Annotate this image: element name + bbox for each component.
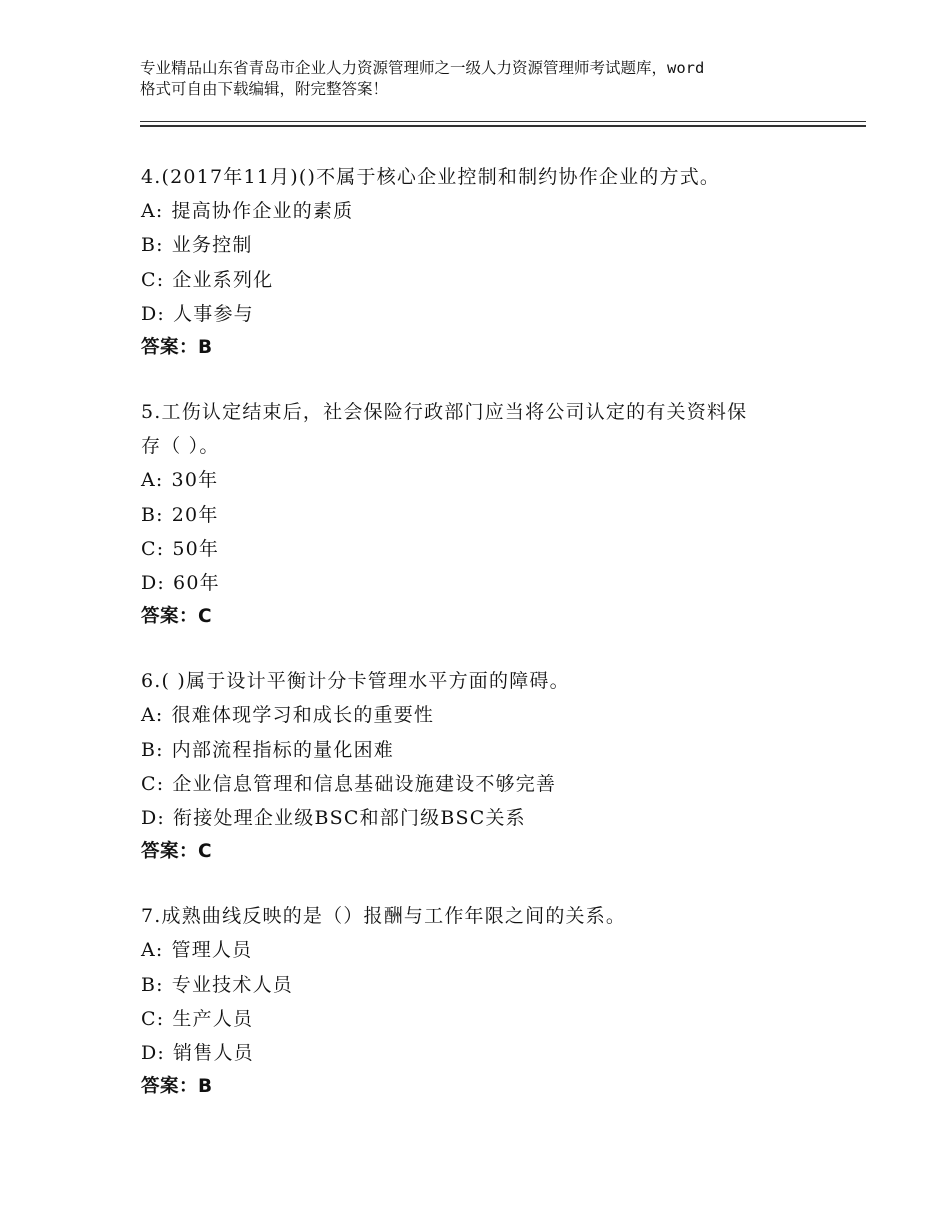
option-key: A:	[141, 200, 164, 223]
option-text: 内部流程指标的量化困难	[171, 738, 394, 761]
option-c	[141, 532, 841, 566]
option-text: 业务控制	[171, 234, 253, 257]
option-key: C:	[141, 1007, 165, 1030]
option-c	[141, 263, 841, 297]
option-a	[141, 194, 841, 228]
option-key: C:	[141, 772, 165, 795]
answer-line	[141, 600, 841, 634]
option-text: 20年	[171, 503, 219, 526]
option-b	[141, 733, 841, 767]
option-key: D:	[141, 572, 166, 595]
answer-value: C	[198, 841, 213, 863]
answer-label: 答案：	[141, 606, 199, 628]
option-text: 生产人员	[172, 1007, 254, 1030]
option-key: A:	[141, 939, 164, 962]
option-b	[141, 228, 841, 262]
option-text: 企业信息管理和信息基础设施建设不够完善	[172, 772, 557, 795]
document-header	[140, 58, 840, 100]
option-d	[141, 801, 841, 835]
option-key: B:	[141, 738, 164, 761]
question-stem: 6.( )属于设计平衡计分卡管理水平方面的障碍。	[141, 670, 570, 693]
answer-label: 答案：	[141, 337, 199, 359]
answer-label: 答案：	[141, 1076, 199, 1098]
option-text: 50年	[172, 537, 220, 560]
question-stem: 4.(2017年11月)()不属于核心企业控制和制约协作企业的方式。	[141, 166, 721, 188]
option-d	[141, 297, 841, 331]
option-key: A:	[141, 469, 164, 492]
option-text: 专业技术人员	[171, 973, 293, 996]
option-text: 30年	[171, 469, 219, 492]
answer-value: B	[198, 1076, 213, 1098]
answer-line	[141, 331, 841, 365]
option-key: D:	[141, 302, 166, 325]
option-c	[141, 1002, 841, 1036]
answer-line	[141, 835, 841, 869]
option-c	[141, 767, 841, 801]
question-stem-continued: 存（ ）。	[141, 435, 220, 458]
option-text: 管理人员	[171, 939, 253, 962]
header-line-1: 专业精品山东省青岛市企业人力资源管理师之一级人力资源管理师考试题库，word	[140, 59, 705, 77]
option-text: 衔接处理企业级BSC和部门级BSC关系	[173, 807, 526, 830]
option-key: D:	[141, 1042, 166, 1065]
option-d	[141, 1036, 841, 1070]
answer-value: B	[198, 337, 213, 359]
answer-line	[141, 1070, 841, 1104]
option-text: 销售人员	[173, 1042, 254, 1065]
option-text: 提高协作企业的素质	[171, 200, 354, 223]
option-a	[141, 933, 841, 967]
question-stem: 5.工伤认定结束后，社会保险行政部门应当将公司认定的有关资料保	[141, 401, 748, 424]
option-d	[141, 566, 841, 600]
question-block	[141, 899, 841, 1104]
header-divider-thin	[140, 121, 866, 122]
question-block	[141, 160, 841, 365]
option-key: B:	[141, 973, 164, 996]
answer-label: 答案：	[141, 841, 199, 863]
option-text: 很难体现学习和成长的重要性	[171, 704, 435, 727]
option-text: 60年	[173, 572, 220, 595]
option-a	[141, 463, 841, 497]
question-block	[141, 664, 841, 869]
option-key: B:	[141, 503, 164, 526]
answer-value: C	[198, 606, 213, 628]
option-key: D:	[141, 807, 166, 830]
option-b	[141, 968, 841, 1002]
option-b	[141, 498, 841, 532]
header-divider-thick	[140, 125, 866, 127]
option-text: 人事参与	[173, 302, 254, 325]
option-text: 企业系列化	[172, 268, 274, 291]
option-key: B:	[141, 234, 164, 257]
question-stem: 7.成熟曲线反映的是（）报酬与工作年限之间的关系。	[141, 905, 627, 928]
option-key: C:	[141, 537, 165, 560]
header-line-2: 格式可自由下载编辑，附完整答案！	[140, 80, 389, 98]
question-block	[141, 395, 841, 634]
option-key: A:	[141, 704, 164, 727]
option-key: C:	[141, 268, 165, 291]
question-list	[141, 160, 841, 1134]
option-a	[141, 698, 841, 732]
